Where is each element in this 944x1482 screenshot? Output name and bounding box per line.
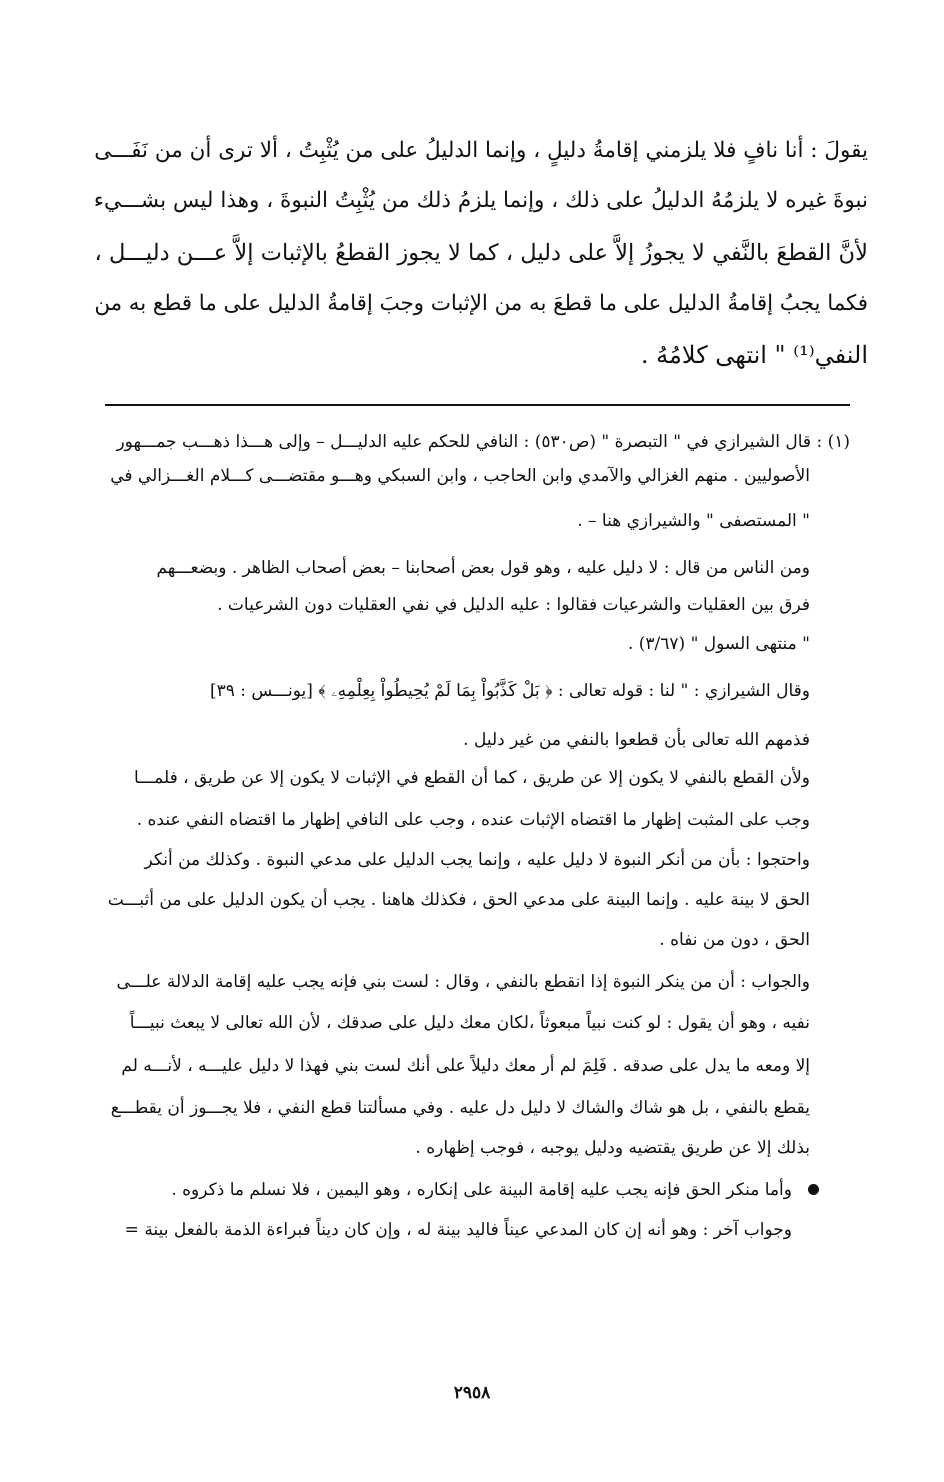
footnote-line: " منتهى السول " (٣/٦٧) . — [627, 634, 810, 654]
footnote-line: وجب على المثبت إظهار ما اقتضاه الإثبات عنده ، وجب على النافي إظهار ما اقتضاه النفي عنده . — [136, 810, 810, 830]
footnote-line: بذلك إلا عن طريق يقتضيه ودليل يوجبه ، فوجب إظهاره . — [415, 1138, 810, 1158]
bullet-dot — [808, 1184, 819, 1195]
page-number: ٢٩٥٨ — [453, 1383, 491, 1403]
main-text-line: يقولَ : أنا نافٍ فلا يلزمني إقامةُ دليلٍ ، وإنما الدليلُ على من يُثْبِتُ ، ألا ترى أن من نَفَـــى — [94, 138, 868, 163]
footnote-line: " المستصفى " والشيرازي هنا – . — [577, 511, 810, 531]
main-text-line: نبوةَ غيره لا يلزمُهُ الدليلُ على ذلك ، وإنما يلزمُ ذلك من يُثْبِتُ النبوةَ ، وهذا ليس بشـــيء — [93, 188, 868, 213]
main-text-line: لأنَّ القطعَ بالنَّفي لا يجوزُ إلاَّ على دليل ، كما لا يجوز القطعُ بالإثبات إلاَّ عـــن دليـــل ، — [94, 240, 868, 266]
footnote-line: وقال الشيرازي : " لنا : قوله تعالى : ﴿ بَلْ كَذَّبُواْ بِمَا لَمْ يُحِيطُواْ بِعِلْمِهِۦ ﴾ [يونـــس : ٣٩] — [209, 681, 810, 701]
footnote-line: والجواب : أن من ينكر النبوة إذا انقطع بالنفي ، وقال : لست بني فإنه يجب عليه إقامة الدلالة علـــى — [116, 972, 810, 992]
footnote-line: إلا ومعه ما يدل على صدقه . فَلِمَ لم أر معك دليلاً على أنك لست بني فهذا لا دليل عليـــه ، لأنـــه لم — [121, 1056, 810, 1076]
footnote-line: فذمهم الله تعالى بأن قطعوا بالنفي من غير دليل . — [463, 730, 810, 750]
main-text-line: فكما يجبُ إقامةُ الدليل على ما قطعَ به من الإثبات وجبَ إقامةُ الدليل على ما قطع به من — [94, 291, 868, 316]
footnote-line: الحق ، دون من نفاه . — [659, 930, 810, 950]
main-text-line: النفي⁽¹⁾ " انتهى كلامُهُ . — [640, 341, 868, 369]
footnote-line: فرق بين العقليات والشرعيات فقالوا : عليه الدليل في نفي العقليات دون الشرعيات . — [217, 595, 810, 615]
footnote-line: الحق لا بينة عليه . وإنما البينة على مدعي الحق ، فكذلك هاهنا . يجب أن يكون الدليل على من أثبـــت — [107, 890, 810, 910]
footnote-line: وأما منكر الحق فإنه يجب عليه إقامة البينة على إنكاره ، وهو اليمين ، فلا نسلم ما ذكروه . — [171, 1180, 792, 1200]
footnote-line: ولأن القطع بالنفي لا يكون إلا عن طريق ، كما أن القطع في الإثبات لا يكون إلا عن طريق ، فلمـــا — [134, 768, 810, 788]
footnote-line: وجواب آخر : وهو أنه إن كان المدعي عيناً فاليد بينة له ، وإن كان ديناً فبراءة الذمة بالفعل بينة = — [124, 1220, 792, 1240]
footnote-line: ومن الناس من قال : لا دليل عليه ، وهو قول بعض أصحابنا – بعض أصحاب الظاهر . وبضعـــهم — [156, 558, 810, 578]
footnote-line: واحتجوا : بأن من أنكر النبوة لا دليل عليه ، وإنما يجب الدليل على مدعي النبوة . وكذلك من أنكر — [144, 850, 810, 870]
footnotes — [78, 0, 850, 1300]
footnote-line: يقطع بالنفي ، بل هو شاك والشاك لا دليل دل عليه . وفي مسألتنا قطع النفي ، فلا يجـــوز أن يقطـــع — [110, 1098, 810, 1118]
footnote-line: (١) : قال الشيرازي في " التبصرة " (ص٥٣٠) : النافي للحكم عليه الدليـــل – وإلى هـــذا ذهـــب جمـــهور — [116, 432, 850, 452]
footnote-line: نفيه ، وهو أن يقول : لو كنت نبياً مبعوثاً ،لكان معك دليل على صدقك ، لأن الله تعالى لا يبعث نبيـــاً — [129, 1013, 810, 1033]
footnote-line: الأصوليين . منهم الغزالي والآمدي وابن الحاجب ، وابن السبكي وهـــو مقتضـــى كـــلام الغـــزالي في — [110, 466, 810, 486]
